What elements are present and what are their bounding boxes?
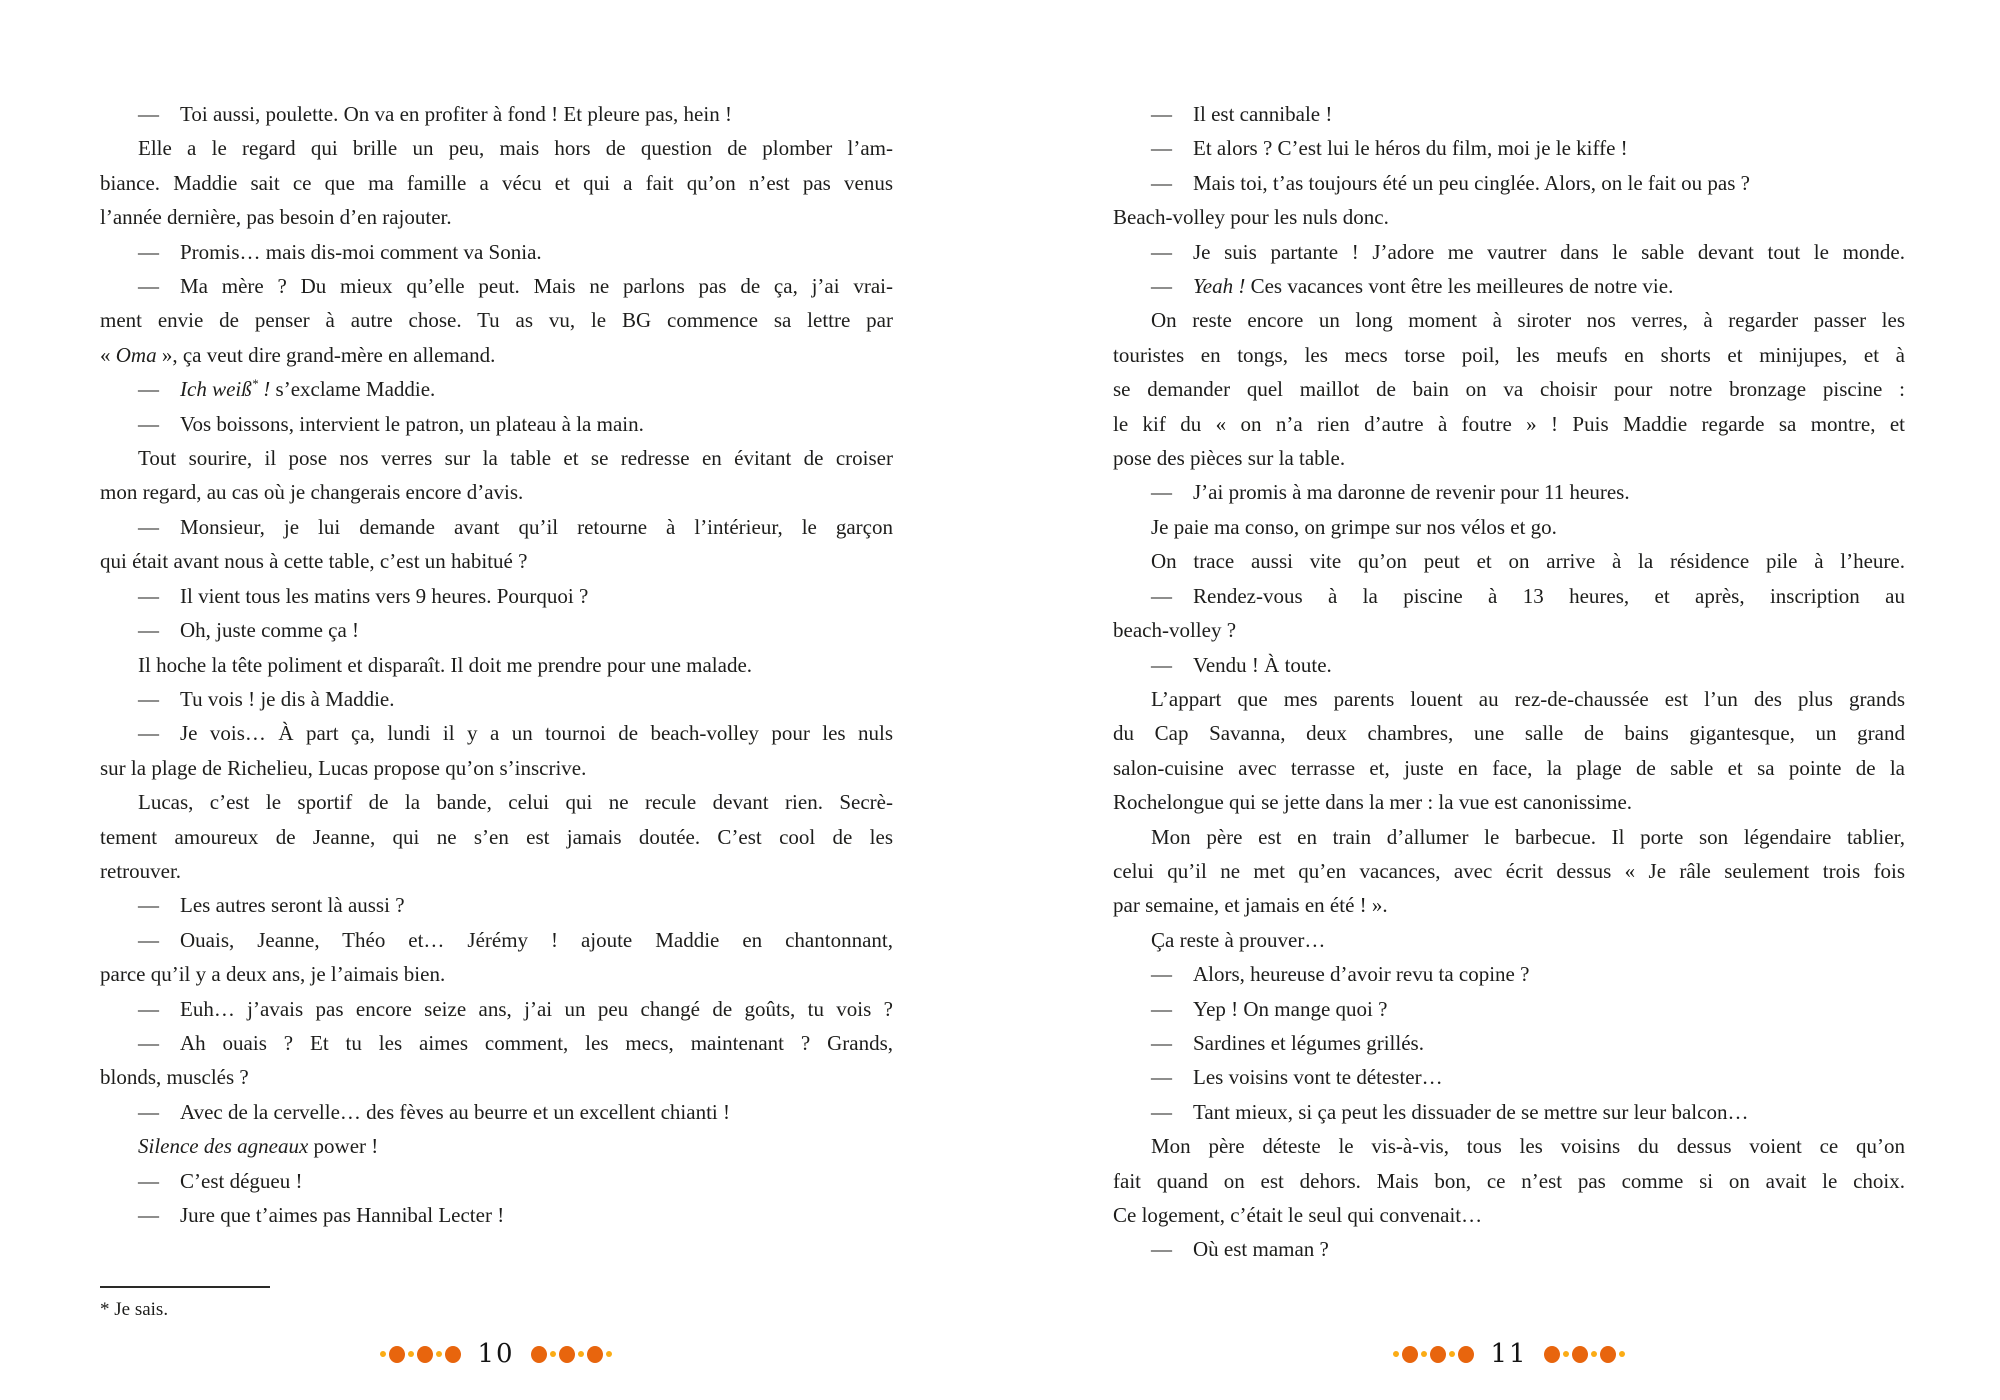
- text-line: [1113, 1095, 1905, 1129]
- text-line: [1113, 200, 1905, 234]
- text-line: [1113, 751, 1905, 785]
- text-run: par semaine, et jamais en été ! ».: [1113, 893, 1388, 918]
- text-run: — Vos boissons, intervient le patron, un plateau à la main.: [138, 411, 644, 436]
- italic-text: Ich weiß: [180, 377, 252, 402]
- text-run: — J’ai promis à ma daronne de revenir pour 11 heures.: [1151, 480, 1630, 505]
- text-run: — Sardines et légumes grillés.: [1151, 1030, 1424, 1055]
- ornament-dot-large: [1430, 1346, 1446, 1363]
- text-line: [100, 613, 893, 647]
- text-line: [1113, 338, 1905, 372]
- text-run: Mon père est en train d’allumer le barbecue. Il porte son légendaire tablier,: [1151, 824, 1905, 849]
- ornament-dot-small: [606, 1351, 612, 1357]
- text-run: — Rendez-vous à la piscine à 13 heures, et après, inscription au: [1151, 583, 1905, 608]
- text-run: — Avec de la cervelle… des fèves au beurre et un excellent chianti !: [138, 1099, 730, 1124]
- text-line: [100, 372, 893, 406]
- text-run: — Mais toi, t’as toujours été un peu cinglée. Alors, on le fait ou pas ?: [1151, 170, 1750, 195]
- text-line: [100, 579, 893, 613]
- ornament-dot-large: [1600, 1346, 1616, 1363]
- italic-text: Oma: [115, 342, 157, 367]
- text-line: [100, 648, 893, 682]
- text-line: [100, 200, 893, 234]
- text-line: [100, 510, 893, 544]
- text-run: — Les voisins vont te détester…: [1151, 1065, 1443, 1090]
- text-run: — Je suis partante ! J’adore me vautrer dans le sable devant tout le monde.: [1151, 239, 1905, 264]
- text-line: [100, 407, 893, 441]
- text-line: [100, 820, 893, 854]
- text-run: —: [1151, 274, 1193, 299]
- text-run: — Euh… j’avais pas encore seize ans, j’ai un peu changé de goûts, tu vois ?: [138, 996, 893, 1021]
- ornament-dots: [531, 1346, 612, 1363]
- text-line: [100, 957, 893, 991]
- text-run: pose des pièces sur la table.: [1113, 446, 1346, 471]
- text-run: Tout sourire, il pose nos verres sur la table et se redresse en évitant de croiser: [138, 446, 893, 471]
- ornament-dot-large: [1544, 1346, 1560, 1363]
- text-run: touristes en tongs, les mecs torse poil, les meufs en shorts et minijupes, et à: [1113, 342, 1905, 367]
- text-line: [100, 235, 893, 269]
- text-line: [1113, 888, 1905, 922]
- text-line: [1113, 166, 1905, 200]
- text-run: s’exclame Maddie.: [270, 377, 436, 402]
- ornament-dot-small: [408, 1351, 414, 1357]
- text-run: Rochelongue qui se jette dans la mer : la vue est canonissime.: [1113, 790, 1633, 815]
- text-line: [1113, 1164, 1905, 1198]
- text-line: [1113, 407, 1905, 441]
- text-run: power !: [308, 1134, 379, 1159]
- text-line: [100, 441, 893, 475]
- text-run: — Les autres seront là aussi ?: [138, 893, 405, 918]
- ornament-dot-large: [417, 1346, 433, 1363]
- text-line: [1113, 303, 1905, 337]
- text-line: [1113, 235, 1905, 269]
- ornament-dot-small: [1449, 1351, 1455, 1357]
- text-line: [1113, 475, 1905, 509]
- text-run: mon regard, au cas où je changerais encore d’avis.: [100, 480, 524, 505]
- ornament-dot-large: [559, 1346, 575, 1363]
- page-left-text: [100, 97, 893, 1232]
- text-run: — Je vois… À part ça, lundi il y a un tournoi de beach-volley pour les nuls: [138, 721, 893, 746]
- text-run: parce qu’il y a deux ans, je l’aimais bien.: [100, 962, 446, 987]
- text-run: retrouver.: [100, 858, 182, 883]
- text-run: — Toi aussi, poulette. On va en profiter à fond ! Et pleure pas, hein !: [138, 102, 732, 126]
- text-line: [1113, 579, 1905, 613]
- footnote-text: * Je sais.: [100, 1299, 169, 1320]
- text-line: [1113, 1060, 1905, 1094]
- ornament-dot-small: [1393, 1351, 1399, 1357]
- page-number: 10: [477, 1339, 515, 1369]
- text-run: Lucas, c’est le sportif de la bande, celui qui ne recule devant rien. Secrè-: [138, 790, 893, 815]
- italic-text: *: [251, 377, 259, 392]
- text-line: [1113, 97, 1905, 131]
- text-run: tement amoureux de Jeanne, qui ne s’en est jamais doutée. C’est cool de les: [100, 824, 893, 849]
- text-line: [100, 923, 893, 957]
- ornament-dot-small: [1619, 1351, 1625, 1357]
- ornament-dot-large: [531, 1346, 547, 1363]
- text-line: [1113, 269, 1905, 303]
- text-line: [100, 1198, 893, 1232]
- italic-text: Yeah !: [1193, 274, 1246, 299]
- text-run: — Monsieur, je lui demande avant qu’il retourne à l’intérieur, le garçon: [138, 514, 893, 539]
- text-run: fait quand on est dehors. Mais bon, ce n’est pas comme si on avait le choix.: [1113, 1168, 1905, 1193]
- text-run: On reste encore un long moment à siroter nos verres, à regarder passer les: [1151, 308, 1905, 333]
- text-run: — Tant mieux, si ça peut les dissuader de se mettre sur leur balcon…: [1151, 1099, 1749, 1124]
- text-line: [1113, 1026, 1905, 1060]
- text-run: — Yep ! On mange quoi ?: [1151, 996, 1388, 1021]
- text-run: beach-volley ?: [1113, 618, 1237, 643]
- ornament-dot-small: [436, 1351, 442, 1357]
- text-line: [1113, 131, 1905, 165]
- text-line: [100, 992, 893, 1026]
- ornament-dot-small: [1421, 1351, 1427, 1357]
- text-line: [100, 303, 893, 337]
- page-ornament-left: [100, 1338, 892, 1370]
- text-run: le kif du « on n’a rien d’autre à foutre » ! Puis Maddie regarde sa montre, et: [1113, 411, 1905, 436]
- text-line: [100, 1060, 893, 1094]
- page-number: 11: [1490, 1339, 1528, 1369]
- text-run: — Jure que t’aimes pas Hannibal Lecter !: [138, 1203, 505, 1227]
- ornament-dot-large: [1458, 1346, 1474, 1363]
- text-line: [1113, 1232, 1905, 1266]
- text-run: — Ouais, Jeanne, Théo et… Jérémy ! ajoute Maddie en chantonnant,: [138, 927, 893, 952]
- footnote-rule: [100, 1286, 270, 1288]
- text-run: — Il vient tous les matins vers 9 heures. Pourquoi ?: [138, 583, 589, 608]
- text-line: [100, 1026, 893, 1060]
- ornament-dot-small: [1563, 1351, 1569, 1357]
- text-run: Elle a le regard qui brille un peu, mais hors de question de plomber l’am-: [138, 136, 893, 161]
- text-line: [1113, 648, 1905, 682]
- text-run: — Vendu ! À toute.: [1151, 652, 1332, 677]
- text-line: [100, 97, 893, 131]
- text-line: [100, 854, 893, 888]
- text-line: [100, 1095, 893, 1129]
- text-run: — Ah ouais ? Et tu les aimes comment, les mecs, maintenant ? Grands,: [138, 1030, 893, 1055]
- text-run: du Cap Savanna, deux chambres, une salle de bains gigantesque, un grand: [1113, 721, 1905, 746]
- text-line: [1113, 785, 1905, 819]
- ornament-dot-small: [380, 1351, 386, 1357]
- page-ornament-right: [1113, 1338, 1905, 1370]
- text-run: — Oh, juste comme ça !: [138, 618, 360, 643]
- text-line: [1113, 820, 1905, 854]
- ornament-dot-large: [389, 1346, 405, 1363]
- text-line: [100, 1129, 893, 1163]
- text-run: — C’est dégueu !: [138, 1168, 303, 1193]
- text-line: [1113, 923, 1905, 957]
- italic-text: !: [258, 377, 271, 402]
- text-run: salon-cuisine avec terrasse et, juste en face, la plage de sable et sa pointe de la: [1113, 755, 1905, 780]
- text-line: [100, 1164, 893, 1198]
- ornament-dot-small: [1591, 1351, 1597, 1357]
- text-run: se demander quel maillot de bain on va choisir pour notre bronzage piscine :: [1113, 377, 1905, 402]
- text-run: Ce logement, c’était le seul qui convenait…: [1113, 1203, 1483, 1227]
- ornament-dot-large: [587, 1346, 603, 1363]
- ornament-dot-large: [1402, 1346, 1418, 1363]
- text-run: — Et alors ? C’est lui le héros du film, moi je le kiffe !: [1151, 136, 1628, 161]
- text-line: [100, 544, 893, 578]
- text-line: [100, 682, 893, 716]
- text-line: [100, 716, 893, 750]
- text-run: l’année dernière, pas besoin d’en rajouter.: [100, 205, 452, 230]
- text-line: [1113, 510, 1905, 544]
- text-run: Ces vacances vont être les meilleures de notre vie.: [1245, 274, 1674, 299]
- text-line: [100, 785, 893, 819]
- text-run: qui était avant nous à cette table, c’est un habitué ?: [100, 549, 528, 574]
- text-run: biance. Maddie sait ce que ma famille a vécu et qui a fait qu’on n’est pas venus: [100, 170, 893, 195]
- text-line: [1113, 1198, 1905, 1232]
- text-line: [100, 269, 893, 303]
- text-run: », ça veut dire grand-mère en allemand.: [156, 342, 496, 367]
- text-run: — Ma mère ? Du mieux qu’elle peut. Mais ne parlons pas de ça, j’ai vrai-: [138, 274, 893, 299]
- text-run: —: [138, 377, 180, 402]
- text-line: [1113, 441, 1905, 475]
- ornament-dots: [380, 1346, 461, 1363]
- text-line: [1113, 544, 1905, 578]
- italic-text: Silence des agneaux: [138, 1134, 309, 1159]
- ornament-dots: [1393, 1346, 1474, 1363]
- text-line: [100, 166, 893, 200]
- text-run: «: [100, 342, 116, 367]
- ornament-dots: [1544, 1346, 1625, 1363]
- text-line: [1113, 854, 1905, 888]
- text-line: [1113, 682, 1905, 716]
- text-run: sur la plage de Richelieu, Lucas propose qu’on s’inscrive.: [100, 755, 587, 780]
- text-line: [1113, 716, 1905, 750]
- text-run: ment envie de penser à autre chose. Tu as vu, le BG commence sa lettre par: [100, 308, 893, 333]
- text-run: celui qu’il ne met qu’en vacances, avec écrit dessus « Je râle seulement trois fois: [1113, 858, 1905, 883]
- text-line: [100, 888, 893, 922]
- text-line: [100, 338, 893, 372]
- text-line: [1113, 957, 1905, 991]
- text-run: blonds, musclés ?: [100, 1065, 249, 1090]
- text-run: Beach-volley pour les nuls donc.: [1113, 205, 1389, 230]
- text-line: [1113, 1129, 1905, 1163]
- text-run: On trace aussi vite qu’on peut et on arrive à la résidence pile à l’heure.: [1151, 549, 1905, 574]
- text-line: [100, 475, 893, 509]
- text-run: — Il est cannibale !: [1151, 102, 1333, 126]
- text-run: L’appart que mes parents louent au rez-de-chaussée est l’un des plus grands: [1151, 686, 1905, 711]
- ornament-dot-large: [445, 1346, 461, 1363]
- text-run: Il hoche la tête poliment et disparaît. Il doit me prendre pour une malade.: [138, 652, 753, 677]
- text-line: [100, 751, 893, 785]
- ornament-dot-large: [1572, 1346, 1588, 1363]
- text-run: Ça reste à prouver…: [1151, 927, 1326, 952]
- text-line: [1113, 613, 1905, 647]
- text-run: Mon père déteste le vis-à-vis, tous les voisins du dessus voient ce qu’on: [1151, 1134, 1905, 1159]
- page-right-text: [1113, 97, 1905, 1267]
- text-line: [1113, 992, 1905, 1026]
- text-run: — Tu vois ! je dis à Maddie.: [138, 686, 395, 711]
- ornament-dot-small: [578, 1351, 584, 1357]
- text-run: — Où est maman ?: [1151, 1237, 1329, 1262]
- text-line: [1113, 372, 1905, 406]
- text-run: Je paie ma conso, on grimpe sur nos vélos et go.: [1151, 514, 1557, 539]
- text-run: — Alors, heureuse d’avoir revu ta copine ?: [1151, 962, 1530, 987]
- text-run: — Promis… mais dis-moi comment va Sonia.: [138, 239, 542, 264]
- text-line: [100, 131, 893, 165]
- ornament-dot-small: [550, 1351, 556, 1357]
